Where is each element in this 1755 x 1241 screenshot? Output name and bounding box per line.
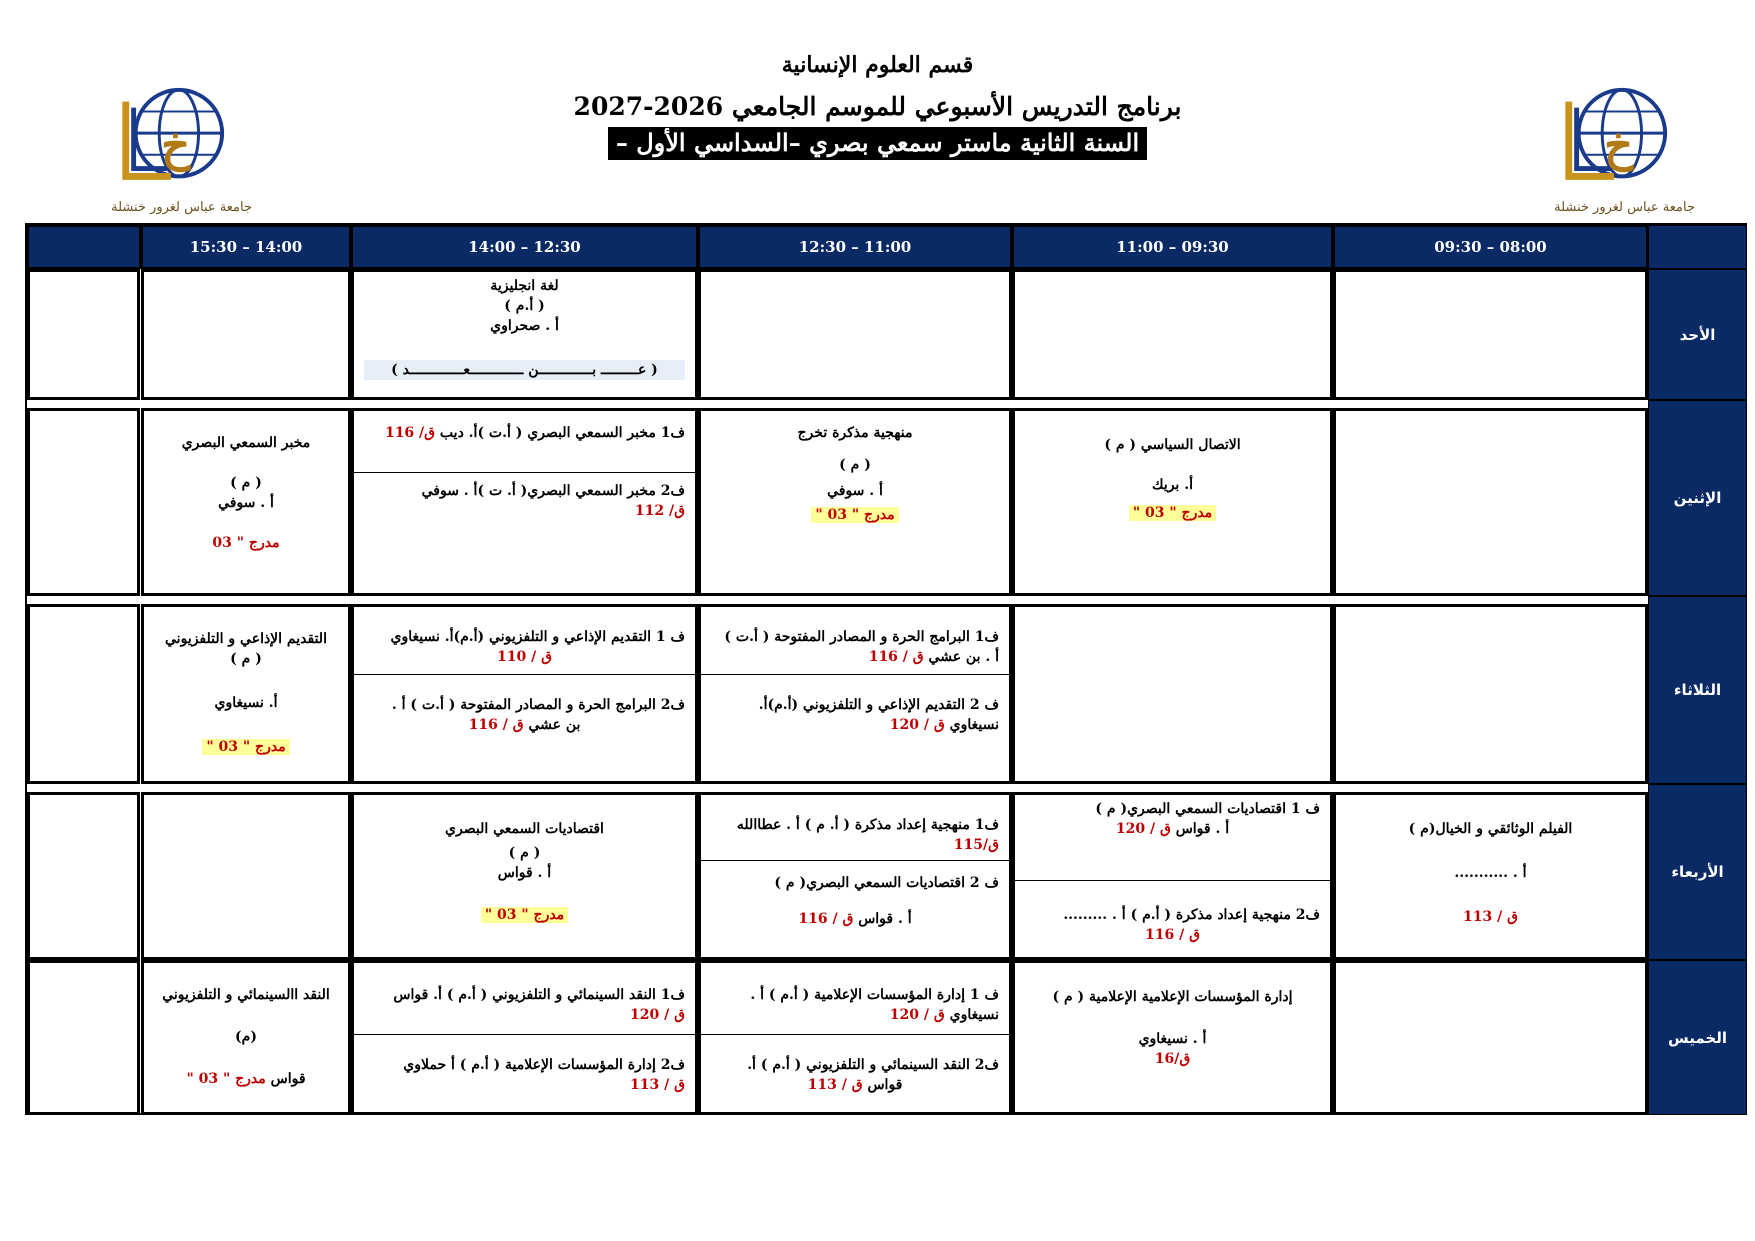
- course-name: الاتصال السياسي ( م ): [1104, 437, 1241, 453]
- time-header-4: 11:00 – 09:30: [1012, 225, 1333, 269]
- teacher: نسيغاوي: [949, 717, 999, 733]
- room: ق / 110: [497, 649, 552, 665]
- sun-slot-2: [351, 269, 698, 400]
- wed-slot-5: [1333, 792, 1648, 960]
- room: مدرج " 03 ": [811, 507, 898, 523]
- sun-slot-3: [698, 269, 1012, 400]
- thu-slot-5: [1333, 960, 1648, 1115]
- course-group-2: ف2 منهجية إعداد مذكرة ( أ.م ) أ . .........: [1063, 907, 1320, 923]
- room: ق / 120: [889, 717, 945, 733]
- teacher: نسيغاوي: [949, 1007, 999, 1023]
- time-header-1: 15:30 – 14:00: [141, 225, 351, 269]
- course-name: مخبر السمعي البصري: [181, 435, 311, 451]
- thu-slot-1: [141, 960, 351, 1115]
- teacher: أ . سوفي: [218, 495, 274, 511]
- room: ق/ 116: [384, 425, 436, 441]
- globe-icon: [112, 82, 230, 200]
- globe-icon: [1555, 82, 1673, 200]
- course-group-1: ف 1 التقديم الإذاعي و التلفزيوني (أ.م)أ. نسيغاوي: [390, 629, 685, 645]
- room: ق / 113: [1463, 909, 1518, 925]
- course-type: ( م ): [230, 651, 262, 667]
- course-type: ( م ): [230, 475, 262, 491]
- time-header-5: 09:30 – 08:00: [1333, 225, 1648, 269]
- room: مدرج " 03: [212, 535, 280, 551]
- teacher: أ. نسيغاوي: [214, 695, 278, 711]
- tue-slot-5: [1333, 604, 1648, 784]
- day-sunday: الأحد: [1648, 269, 1747, 400]
- empty-cell: [27, 792, 140, 960]
- course-group-1: ف 1 إدارة المؤسسات الإعلامية ( أ.م ) أ .: [750, 987, 999, 1003]
- thu-slot-4: [1012, 960, 1333, 1115]
- course-group-2: ف2 النقد السينمائي و التلفزيوني ( أ.م ) أ.: [747, 1057, 999, 1073]
- room: ق / 113: [807, 1077, 863, 1093]
- wed-slot-3: [698, 792, 1012, 960]
- university-logo-left: خ جامعة عباس لغرور خنشلة: [112, 82, 252, 222]
- room: ق / 113: [630, 1077, 685, 1093]
- course-group-1: ف 1 اقتصاديات السمعي البصري( م ): [1095, 801, 1320, 817]
- thu-slot-3: [698, 960, 1012, 1115]
- room: مدرج " 03 ": [481, 907, 568, 923]
- teacher: أ . قواس: [497, 865, 552, 881]
- course-type: ( أ.م ): [504, 298, 545, 314]
- course-type: ( م ): [839, 457, 871, 473]
- teacher: أ . نسيغاوي: [1138, 1031, 1207, 1047]
- mon-slot-1: [141, 408, 351, 596]
- room: ق / 116: [868, 649, 924, 665]
- tue-slot-3: [698, 604, 1012, 784]
- room: مدرج " 03 ": [186, 1071, 266, 1087]
- teacher: أ . قواس: [1175, 821, 1230, 837]
- svg-text:خ: خ: [1604, 118, 1634, 172]
- course-name: النقد االسينمائي و التلفزيوني: [162, 987, 330, 1003]
- teacher: قواس: [270, 1071, 306, 1087]
- course-group-1: ف1 منهجية إعداد مذكرة ( أ. م ) أ . عطاالله: [736, 817, 999, 833]
- teacher: قواس: [867, 1077, 903, 1093]
- level-title: السنة الثانية ماستر سمعي بصري –السداسي الأول –: [0, 128, 1755, 157]
- department-title: قسم العلوم الإنسانية: [781, 52, 974, 78]
- thu-slot-2: [351, 960, 698, 1115]
- wed-slot-1: [141, 792, 351, 960]
- mon-slot-5: [1333, 408, 1648, 596]
- room: مدرج " 03 ": [1129, 505, 1216, 521]
- tue-slot-2: [351, 604, 698, 784]
- course-name: الفيلم الوثائقي و الخيال(م ): [1408, 821, 1573, 837]
- empty-cell: [27, 960, 140, 1115]
- mon-slot-2: [351, 408, 698, 596]
- course-group-2: ف2 مخبر السمعي البصري( أ. ت )أ . سوفي: [421, 483, 685, 499]
- svg-text:خ: خ: [161, 118, 191, 172]
- wed-slot-2: [351, 792, 698, 960]
- teacher: أ . بن عشي: [928, 649, 999, 665]
- room: مدرج " 03 ": [202, 739, 289, 755]
- header-blank: [27, 225, 141, 269]
- course-name: منهجية مذكرة تخرج: [797, 425, 913, 441]
- day-tuesday: الثلاثاء: [1648, 596, 1747, 784]
- course-name: اقتصاديات السمعي البصري: [445, 821, 604, 837]
- room: ق / 120: [1115, 821, 1171, 837]
- time-header-3: 12:30 – 11:00: [698, 225, 1012, 269]
- sun-slot-4: [1012, 269, 1333, 400]
- course-group-1: ف1 مخبر السمعي البصري ( أ.ت )أ. ديب: [439, 425, 685, 441]
- remote-note: ( عـــــــــ بـــــــــــــن ـــــــــــــعـــــــــــــد ): [364, 360, 685, 380]
- course-group-1: ف1 النقد السينمائي و التلفزيوني ( أ.م ) أ. قواس: [393, 987, 685, 1003]
- room: ق / 120: [630, 1007, 685, 1023]
- room: ق / 120: [889, 1007, 945, 1023]
- course-name: إدارة المؤسسات الإعلامية الإعلامية ( م ): [1052, 989, 1293, 1005]
- timetable-grid: [25, 223, 1747, 1115]
- teacher: أ . قواس: [858, 911, 912, 927]
- course-group-2: ف 2 اقتصاديات السمعي البصري( م ): [774, 875, 999, 891]
- course-type: ( م ): [508, 845, 541, 861]
- day-monday: الإثنين: [1648, 400, 1747, 596]
- day-thursday: الخميس: [1648, 960, 1747, 1115]
- course-name: التقديم الإذاعي و التلفزيوني: [165, 631, 327, 647]
- teacher: أ . ...........: [1454, 865, 1527, 881]
- course-group-1: ف1 البرامج الحرة و المصادر المفتوحة ( أ.ت ): [724, 629, 999, 645]
- program-title: برنامج التدريس الأسبوعي للموسم الجامعي 2026-2027: [573, 92, 1182, 121]
- empty-cell: [27, 269, 140, 400]
- room: ق / 116: [798, 911, 854, 927]
- teacher: أ . صحراوي: [490, 318, 559, 334]
- time-header-2: 14:00 – 12:30: [351, 225, 698, 269]
- course-type: (م): [235, 1029, 257, 1045]
- room: ق / 116: [1145, 927, 1200, 943]
- sun-slot-5: [1333, 269, 1648, 400]
- day-wednesday: الأربعاء: [1648, 784, 1747, 960]
- empty-cell: [27, 604, 140, 784]
- teacher: أ . سوفي: [827, 483, 883, 499]
- wed-slot-4: [1012, 792, 1333, 960]
- course-name: لغة انجليزية: [490, 278, 559, 294]
- mon-slot-3: [698, 408, 1012, 596]
- course-group-2: ف2 إدارة المؤسسات الإعلامية ( أ.م ) أ حملاوي: [403, 1057, 685, 1073]
- teacher: بن عشي: [528, 717, 581, 733]
- room: ق/16: [1154, 1051, 1191, 1067]
- tue-slot-1: [141, 604, 351, 784]
- tue-slot-4: [1012, 604, 1333, 784]
- teacher: أ. بريك: [1152, 477, 1193, 493]
- room: ق/115: [953, 837, 999, 853]
- day-header-blank: [1648, 225, 1747, 269]
- empty-cell: [27, 408, 140, 596]
- room: ق / 116: [468, 717, 524, 733]
- mon-slot-4: [1012, 408, 1333, 596]
- room: ق/ 112: [634, 503, 685, 519]
- course-group-2: ف 2 التقديم الإذاعي و التلفزيوني (أ.م)أ.: [758, 697, 999, 713]
- sun-slot-1: [141, 269, 351, 400]
- course-group-2: ف2 البرامج الحرة و المصادر المفتوحة ( أ.ت ) أ .: [391, 697, 685, 713]
- university-logo-right: خ جامعة عباس لغرور خنشلة: [1555, 82, 1695, 222]
